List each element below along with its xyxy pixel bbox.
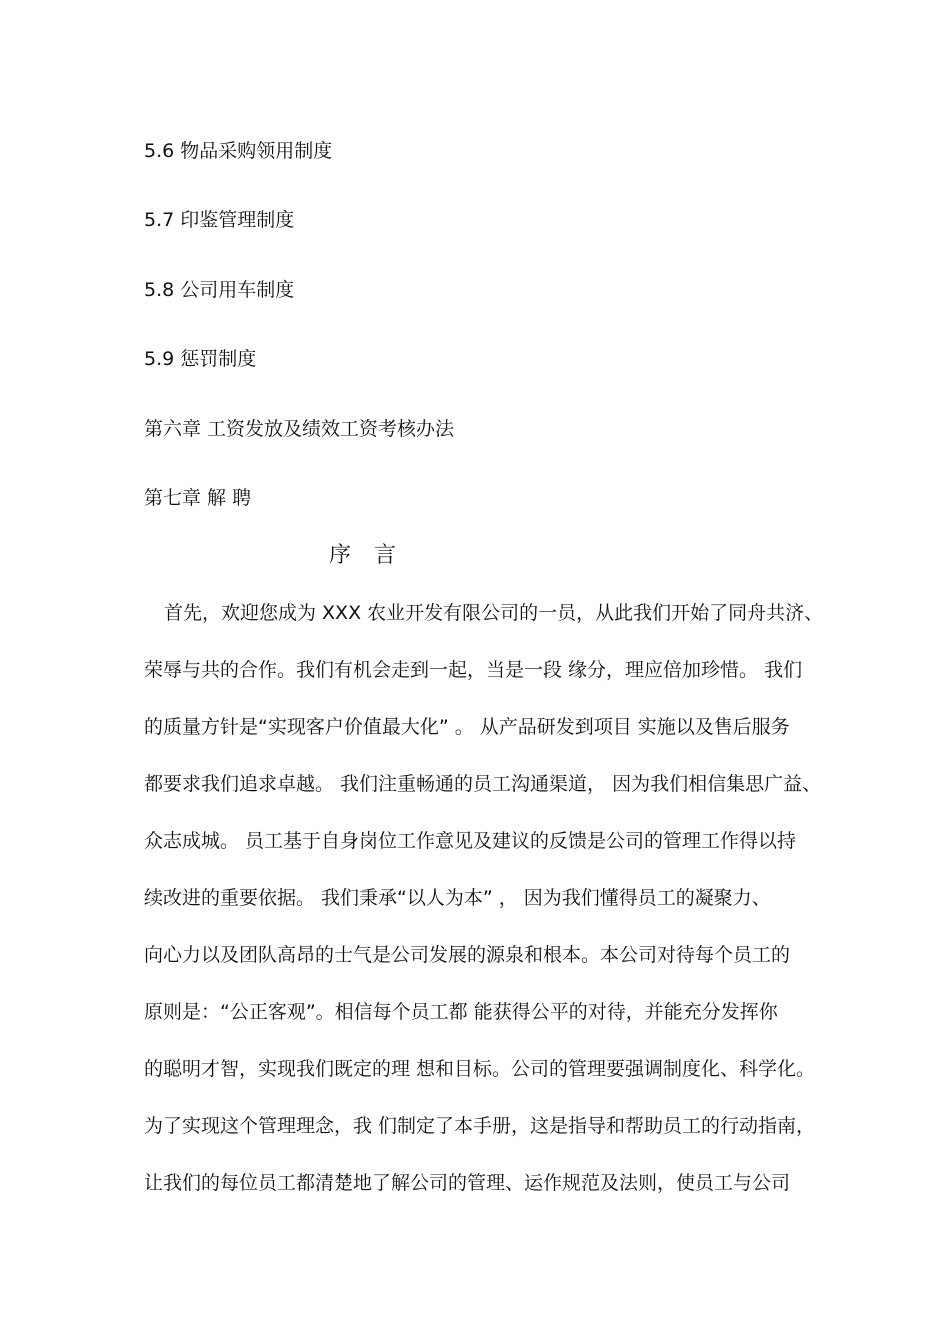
preface-line: 为了实现这个管理理念，我 们制定了本手册，这是指导和帮助员工的行动指南， [144, 1115, 816, 1137]
preface-line: 续改进的重要依据。 我们秉承“以人为本” ， 因为我们懂得员工的凝聚力、 [144, 887, 771, 909]
toc-item-chapter-6: 第六章 工资发放及绩效工资考核办法 [144, 418, 455, 440]
preface-line: 向心力以及团队高昂的士气是公司发展的源泉和根本。本公司对待每个员工的 [144, 944, 791, 966]
toc-item-5-7: 5.7 印鉴管理制度 [144, 209, 295, 231]
toc-item-chapter-7: 第七章 解 聘 [144, 487, 252, 509]
preface-line: 的质量方针是“实现客户价值最大化” 。 从产品研发到项目 实施以及售后服务 [144, 716, 790, 738]
preface-line: 原则是：“公正客观”。相信每个员工都 能获得公平的对待，并能充分发挥你 [144, 1001, 778, 1023]
toc-item-5-6: 5.6 物品采购领用制度 [144, 140, 333, 162]
preface-line: 荣辱与共的合作。我们有机会走到一起，当是一段 缘分，理应倍加珍惜。 我们 [144, 659, 803, 681]
preface-line: 首先，欢迎您成为 XXX 农业开发有限公司的一员，从此我们开始了同舟共济、 [164, 602, 824, 624]
preface-line: 众志成城。 员工基于自身岗位工作意见及建议的反馈是公司的管理工作得以持 [144, 830, 797, 852]
preface-line: 都要求我们追求卓越。 我们注重畅通的员工沟通渠道， 因为我们相信集思广益、 [144, 773, 822, 795]
preface-line: 的聪明才智，实现我们既定的理 想和目标。公司的管理要强调制度化、科学化。 [144, 1058, 816, 1080]
toc-item-5-9: 5.9 惩罚制度 [144, 348, 257, 370]
preface-line: 让我们的每位员工都清楚地了解公司的管理、运作规范及法则，使员工与公司 [144, 1172, 791, 1194]
preface-title: 序 言 [329, 543, 404, 568]
toc-item-5-8: 5.8 公司用车制度 [144, 279, 295, 301]
